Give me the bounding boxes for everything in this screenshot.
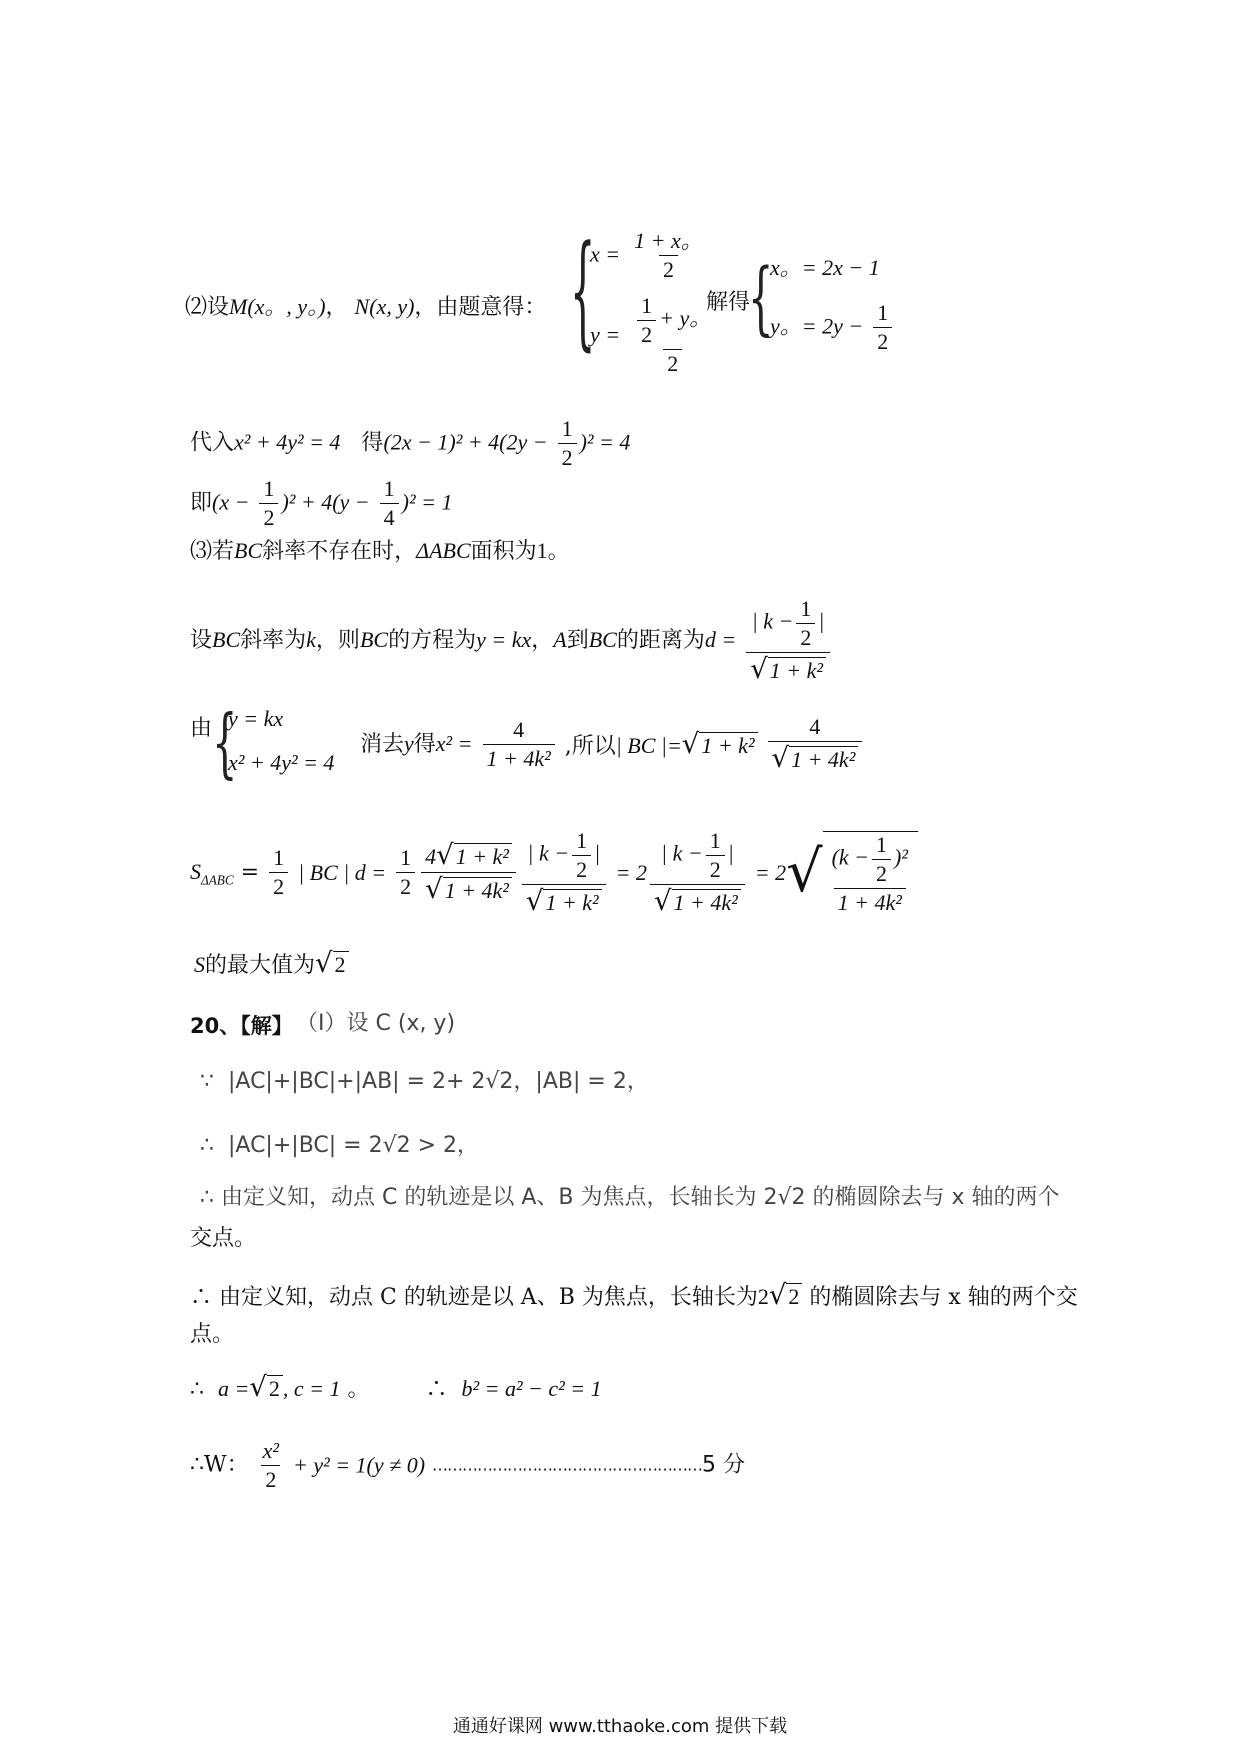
distance-fraction: | k − $\frac{1}{2}$ | √1 + k² xyxy=(746,598,830,684)
sqrt-sign: √ xyxy=(750,653,768,685)
fraction: $\frac{1}{2}$ xyxy=(796,598,815,649)
sqrt-sign: √ xyxy=(436,838,454,871)
sqrt-body xyxy=(823,831,918,914)
eliminate-row2: x² + 4y² = 4 xyxy=(228,750,335,775)
fraction: $\frac{1}{2}$ xyxy=(706,830,725,881)
page-footer: 通通好课网 www.tthaoke.com 提供下载 xyxy=(452,1716,788,1737)
eliminate-row1: y = kx xyxy=(228,706,284,731)
sqrt-sign: √ xyxy=(681,727,700,760)
eliminate-line: 由 xyxy=(190,716,213,741)
q20-label: 20、【解】 xyxy=(190,1014,293,1038)
fraction: $\frac{\text{4√1 + k²}}{\text{√1 + 4k²}}$ xyxy=(421,842,516,904)
fraction: $\frac{1}{2}$ xyxy=(637,295,656,346)
q20-line6: ∴ a =√2 , c = 1 。 ∴ b² = a² − c² = 1 xyxy=(190,1371,602,1403)
fraction: $\frac{1}{2}$ xyxy=(269,847,288,898)
fraction: (k − $\frac{1}{2}$ )² 1 + 4k² xyxy=(831,832,908,916)
q20-line5-cont: 点。 xyxy=(190,1322,235,1347)
system-brace-2: { xyxy=(748,253,774,345)
fraction: $\frac{1}{2}$ xyxy=(259,478,278,529)
q20-scan-line3: ∴ |AC|+|BC| = 2√2 > 2， xyxy=(200,1133,480,1158)
area-formula: $S_{\Delta ABC}$ = $\frac{1}{2}$ | BC | d = $\frac{1}{2}$ $\frac{\text{4√1 + k²}}{\text{√1 + 4k²}}$ | k − $\frac{1}{2}$ | √1 + k² = 2 | k − $\frac{1}{2}$ | √1 + 4k² = 2√ (k − $\frac{1}{2}$ )² 1 + 4k² xyxy=(190,830,918,916)
sqrt-sign: √ xyxy=(654,885,672,917)
sqrt-sign: √ xyxy=(249,1371,267,1403)
q20-line7: ∴W： $\frac{\text{x²}}{2}$ + y² = 1(y ≠ 0) ………………………………………………5 分 xyxy=(190,1438,746,1492)
sqrt-sign: √ xyxy=(786,839,823,906)
fraction: | k − $\frac{1}{2}$ | √1 + k² xyxy=(522,830,606,916)
part3-line: ⑶若BC斜率不存在时，ΔABC面积为1。 xyxy=(190,538,570,564)
fraction: $\frac{1}{2}$ xyxy=(572,830,591,881)
solve-label: 解得 xyxy=(706,290,751,315)
fraction: $\frac{4}{\text{√1 + 4k²}}$ xyxy=(768,716,863,773)
fraction: $\frac{\text{x²}}{2}$ xyxy=(262,1438,279,1492)
q20-scan-line2: ∵ |AC|+|BC|+|AB| = 2+ 2√2，|AB| = 2， xyxy=(200,1069,649,1094)
fraction: $\frac{1}{4}$ xyxy=(380,478,399,529)
q20-scan-line4-cont: 交点。 xyxy=(190,1226,257,1251)
system-brace-3: { xyxy=(212,700,238,788)
system2-row2: y。= 2y − $\frac{1}{2}$ xyxy=(770,302,895,353)
fraction: | k − $\frac{1}{2}$ | √1 + 4k² xyxy=(650,830,745,916)
q20-scan-line4: ∴ 由定义知，动点 C 的轨迹是以 A、B 为焦点，长轴长为 2√2 的椭圆除去与 x 轴的两个 xyxy=(200,1185,1060,1210)
max-line: S的最大值为√2 xyxy=(194,950,349,978)
fraction: $\frac{1 + x。}{2}$ xyxy=(634,228,703,282)
sqrt-sign: √ xyxy=(525,885,544,917)
fraction: $\frac{1}{2}$ xyxy=(558,418,577,469)
q20-line5: ∴ 由定义知，动点 C 的轨迹是以 A、B 为焦点，长轴长为2√2 的椭圆除去与 x 轴的两个交 xyxy=(190,1279,1078,1311)
fraction: $\frac{1}{2}$ xyxy=(872,834,891,885)
system1-row1: x = $\frac{1 + x。}{2}$ xyxy=(590,230,710,281)
fraction: $\frac{1}{2}$ + y。 2 xyxy=(630,295,715,375)
substitute-line: 代入x² + 4y² = 4 得(2x − 1)² + 4(2y − $\frac{1}{2}$ )² = 4 xyxy=(190,416,631,470)
system2-row1: x。= 2x − 1 xyxy=(770,255,880,280)
eliminate-rest: 消去y得x² = $\frac{4}{\text{1 + 4k²}}$ ,所以| BC |=√1 + k² $\frac{4}{\text{√1 + 4k²}}$ xyxy=(360,716,865,773)
fraction: $\frac{1}{2}$ xyxy=(396,847,415,898)
q20-scan-line1: （I）设 C (x, y) xyxy=(296,1011,456,1036)
fraction: $\frac{4}{\text{1 + 4k²}}$ xyxy=(483,719,555,770)
part2-line: ⑵设M(x。, y。)， N(x, y)，由题意得： xyxy=(185,294,547,320)
sqrt-sign: √ xyxy=(425,873,443,906)
sqrt-sign: √ xyxy=(315,947,333,979)
result-line: 即(x − $\frac{1}{2}$ )² + 4(y − $\frac{1}{4}$ )² = 1 xyxy=(190,476,453,530)
system-brace-1: { xyxy=(570,222,596,365)
slope-line: 设BC斜率为k，则BC的方程为y = kx，A到BC的距离为d = | k − $\frac{1}{2}$ | √1 + k² xyxy=(190,598,833,684)
fraction: $\frac{1}{2}$ xyxy=(873,302,892,353)
sqrt-sign: √ xyxy=(771,742,790,774)
sqrt-sign: √ xyxy=(768,1279,787,1311)
system1-row2: y = $\frac{1}{2}$ + y。 2 xyxy=(590,295,718,375)
